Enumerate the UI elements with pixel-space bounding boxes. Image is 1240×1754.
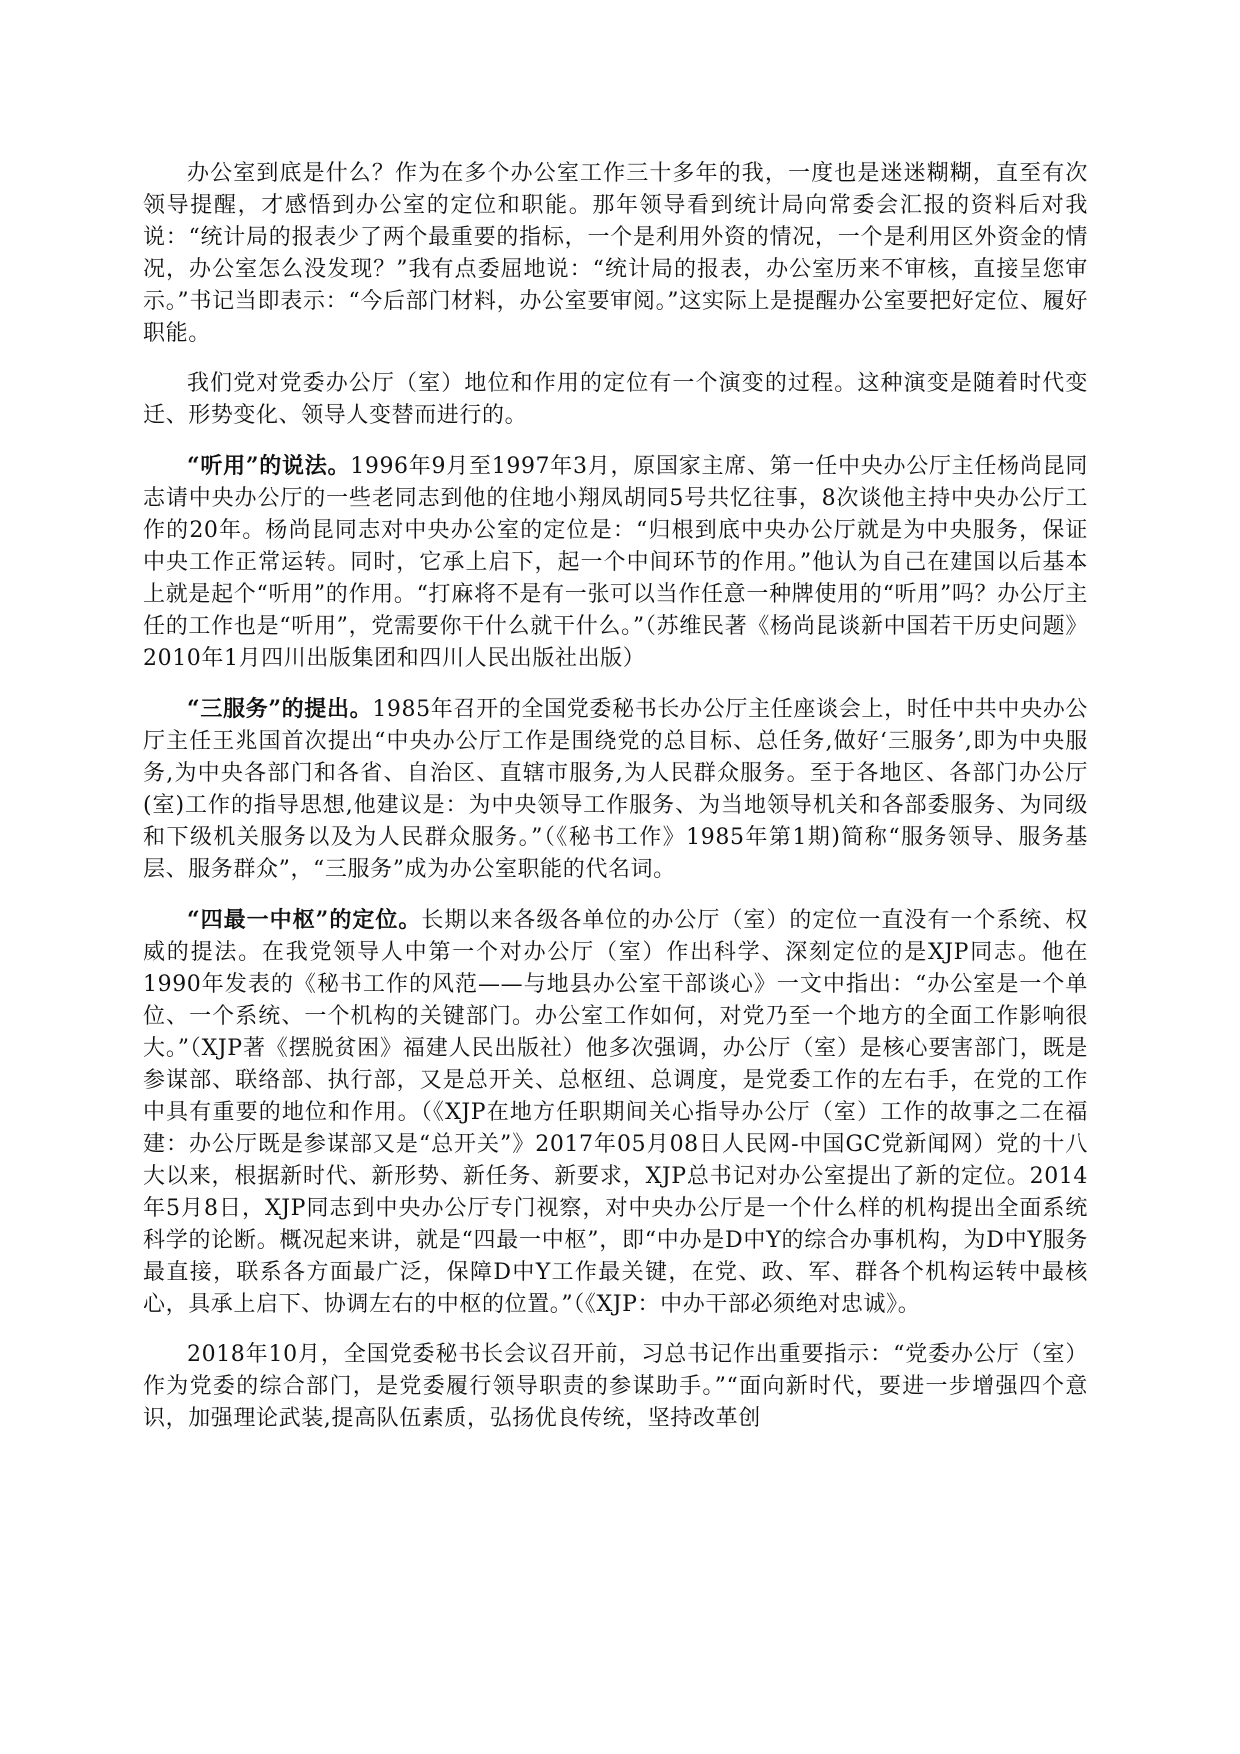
paragraph-evolution — [143, 368, 1088, 432]
paragraph-tingyong — [143, 450, 1088, 675]
paragraph-text: 我们党对党委办公厅（室）地位和作用的定位有一个演变的过程。这种演变是随着时代变迁、形势变化、领导人变替而进行的。 — [143, 371, 1088, 428]
paragraph-text: 1985年召开的全国党委秘书长办公厅主任座谈会上，时任中共中央办公厅主任王兆国首次提出“中央办公厅工作是围绕党的总目标、总任务,做好‘三服务’,即为中央服务,为中央各部门和各省、自治区、直辖市服务,为人民群众服务。至于各地区、各部门办公厅(室)工作的指导思想,他建议是：为中央领导工作服务、为当地领导机关和各部委服务、为同级和下级机关服务以及为人民群众服务。”（《秘书工作》1985年第1期)简称“服务领导、服务基层、服务群众”，“三服务”成为办公室职能的代名词。 — [143, 697, 1088, 882]
document-page — [143, 158, 1088, 1453]
paragraph-intro — [143, 158, 1088, 350]
paragraph-text: 1996年9月至1997年3月，原国家主席、第一任中央办公厅主任杨尚昆同志请中央办公厅的一些老同志到他的住地小翔凤胡同5号共忆往事，8次谈他主持中央办公厅工作的20年。杨尚昆同志对中央办公室的定位是：“归根到底中央办公厅就是为中央服务，保证中央工作正常运转。同时，它承上启下，起一个中间环节的作用。”他认为自己在建国以后基本上就是起个“听用”的作用。“打麻将不是有一张可以当作任意一种牌使用的“听用”吗？办公厅主任的工作也是“听用”，党需要你干什么就干什么。”（苏维民著《杨尚昆谈新中国若干历史问题》2010年1月四川出版集团和四川人民出版社出版） — [143, 454, 1089, 671]
paragraph-text: 长期以来各级各单位的办公厅（室）的定位一直没有一个系统、权威的提法。在我党领导人中第一个对办公厅（室）作出科学、深刻定位的是XJP同志。他在1990年发表的《秘书工作的风范——与地县办公室干部谈心》一文中指出：“办公室是一个单位、一个系统、一个机构的关键部门。办公室工作如何，对党乃至一个地方的全面工作影响很大。”（XJP著《摆脱贫困》福建人民出版社）他多次强调，办公厅（室）是核心要害部门，既是参谋部、联络部、执行部，又是总开关、总枢纽、总调度，是党委工作的左右手，在党的工作中具有重要的地位和作用。（《XJP在地方任职期间关心指导办公厅（室）工作的故事之二在福建：办公厅既是参谋部又是“总开关”》2017年05月08日人民网-中国GC党新闻网）党的十八大以来，根据新时代、新形势、新任务、新要求，XJP总书记对办公室提出了新的定位。2014年5月8日，XJP同志到中央办公厅专门视察，对中央办公厅是一个什么样的机构提出全面系统科学的论断。概况起来讲，就是“四最一中枢”，即“中办是D中Y的综合办事机构，为D中Y服务最直接，联系各方面最广泛，保障D中Y工作最关键，在党、政、军、群各个机构运转中最核心，具承上启下、协调左右的中枢的位置。”（《XJP：中办干部必须绝对忠诚》。 — [143, 908, 1088, 1317]
paragraph-sizui — [143, 904, 1088, 1321]
paragraph-heading: “三服务”的提出。 — [187, 696, 373, 722]
paragraph-2018 — [143, 1339, 1088, 1435]
paragraph-sanfuwu — [143, 693, 1088, 886]
paragraph-heading: “听用”的说法。 — [187, 453, 351, 479]
paragraph-heading: “四最一中枢”的定位。 — [187, 907, 422, 933]
paragraph-text: 2018年10月，全国党委秘书长会议召开前，习总书记作出重要指示：“党委办公厅（室）作为党委的综合部门，是党委履行领导职责的参谋助手。”“面向新时代，要进一步增强四个意识，加强理论武装,提高队伍素质，弘扬优良传统，坚持改革创 — [143, 1342, 1088, 1431]
paragraph-text: 办公室到底是什么？作为在多个办公室工作三十多年的我，一度也是迷迷糊糊，直至有次领导提醒，才感悟到办公室的定位和职能。那年领导看到统计局向常委会汇报的资料后对我说：“统计局的报表少了两个最重要的指标，一个是利用外资的情况，一个是利用区外资金的情况，办公室怎么没发现？”我有点委屈地说：“统计局的报表，办公室历来不审核，直接呈您审示。”书记当即表示：“今后部门材料，办公室要审阅。”这实际上是提醒办公室要把好定位、履好职能。 — [143, 161, 1088, 346]
